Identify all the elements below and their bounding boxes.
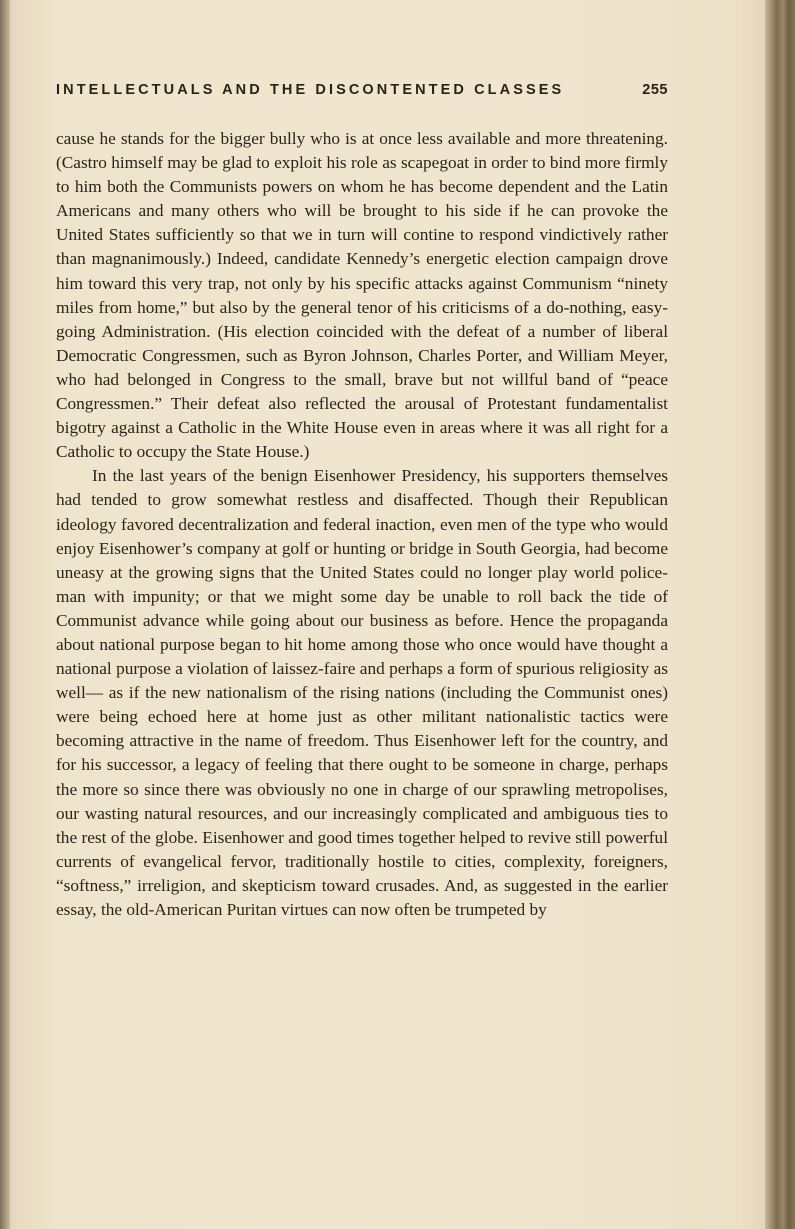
paragraph-continued: cause he stands for the bigger bully who is at once less available and more threatening. (Castro himself may be glad to exploit his role as scapegoat in order to bind more firmly to him both the Communists powers on whom he has become dependent and the Latin Americans and many others who will be brought to his side if he can provoke the United States sufficiently so that we in turn will contine to respond vindictively rather than magnanimously.) Indeed, candidate Kennedy’s energetic election campaign drove him toward this very trap, not only by his specific attacks against Communism “ninety miles from home,” but also by the general tenor of his criticisms of a do-nothing, easygoing Administration. (His election coincided with the defeat of a number of liberal Democratic Congressmen, such as Byron Johnson, Charles Porter, and William Meyer, who had belonged in Congress to the small, brave but not willful band of “peace Congressmen.” Their defeat also reflected the arousal of Protestant fundamentalist bigotry against a Catholic in the White House even in areas where it was all right for a Catholic to occupy the State House.) [56, 129, 668, 462]
running-head-title: INTELLECTUALS AND THE DISCONTENTED CLASSES [56, 82, 565, 98]
running-head [56, 82, 668, 106]
page-number: 255 [642, 82, 668, 98]
paragraph-eisenhower: In the last years of the benign Eisenhower Presidency, his supporters themselves had tended to grow somewhat restless and disaffected. Though their Republican ideology favored decentralization and federal inaction, even men of the type who would enjoy Eisenhower’s company at golf or hunting or bridge in South Georgia, had become uneasy at the growing signs that the United States could no longer play world policeman with impunity; or that we might some day be unable to roll back the tide of Communist advance while going about our business as before. Hence the propaganda about national purpose began to hit home among those who once would have thought a national purpose a violation of laissez-faire and perhaps a form of spurious religiosity as well— as if the new nationalism of the rising nations (including the Communist ones) were being echoed here at home just as other militant nationalistic tactics were becoming attractive in the name of freedom. Thus Eisenhower left for the country, and for his successor, a legacy of feeling that there ought to be someone in charge, perhaps the more so since there was obviously no one in charge of our sprawling metropolises, our wasting natural resources, and our increasingly complicated and ambiguous ties to the rest of the globe. Eisenhower and good times together helped to revive still powerful currents of evangelical fervor, traditionally hostile to cities, complexity, foreigners, “softness,” irreligion, and skepticism toward crusades. And, as suggested in the earlier essay, the old-American Puritan virtues can now often be trumpeted by [56, 466, 668, 919]
page-edge-stack [765, 0, 795, 1229]
page-gutter-shadow [0, 0, 10, 1229]
body-text [56, 127, 668, 922]
